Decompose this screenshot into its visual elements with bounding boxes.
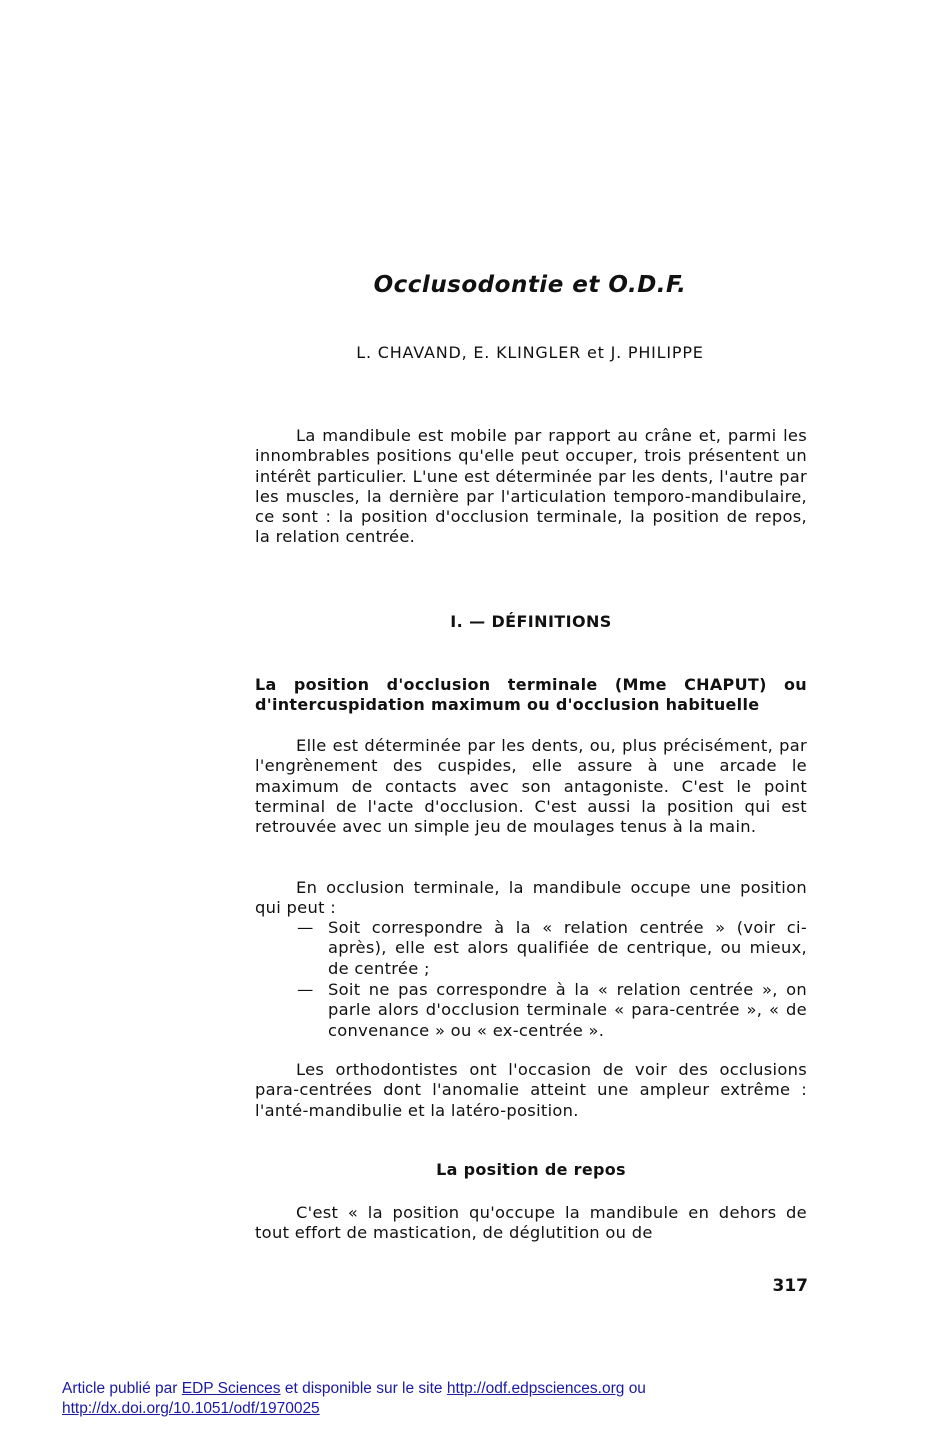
list-item <box>297 980 807 1041</box>
doi-link[interactable]: http://dx.doi.org/10.1051/odf/1970025 <box>62 1400 320 1417</box>
intro-text: La mandibule est mobile par rapport au crâne et, parmi les innombrables positions qu'elle peut occuper, trois présentent un intérêt particulier. L'une est déterminée par les dents, l'autre par les muscles, la dernière par l'articulation temporo-mandibulaire, ce sont : la position d'occlusion terminale, la position de repos, la relation centrée. <box>255 426 807 547</box>
body-paragraph <box>255 1060 807 1121</box>
subsection-heading: La position d'occlusion terminale (Mme CHAPUT) ou d'intercuspidation maximum ou d'occlusion habituelle <box>255 675 807 714</box>
publisher-footer <box>62 1379 862 1419</box>
intro-paragraph <box>255 426 807 548</box>
list-item <box>297 918 807 979</box>
body-paragraph <box>255 1203 807 1244</box>
footer-prefix: Article publié par <box>62 1380 178 1397</box>
article-authors: L. CHAVAND, E. KLINGLER et J. PHILIPPE <box>356 343 704 362</box>
body-paragraph <box>255 736 807 837</box>
subsection-heading: La position de repos <box>436 1160 626 1179</box>
list-item-text: Soit correspondre à la « relation centrée » (voir ci-après), elle est alors qualifiée de centrique, ou mieux, de centrée ; <box>328 918 807 978</box>
paragraph-text: En occlusion terminale, la mandibule occupe une position qui peut : <box>255 878 807 918</box>
publisher-link[interactable]: EDP Sciences <box>181 1380 281 1397</box>
paragraph-text: C'est « la position qu'occupe la mandibule en dehors de tout effort de mastication, de déglutition ou de <box>255 1203 807 1243</box>
article-title: Occlusodontie et O.D.F. <box>373 272 687 298</box>
page-number: 317 <box>772 1276 808 1296</box>
list-item-text: Soit ne pas correspondre à la « relation centrée », on parle alors d'occlusion terminale « para-centrée », « de convenance » ou « ex-centrée ». <box>328 980 807 1040</box>
footer-middle: et disponible sur le site <box>284 1380 443 1397</box>
paragraph-text: Les orthodontistes ont l'occasion de voir des occlusions para-centrées dont l'anomalie atteint une ampleur extrême : l'anté-mandibulie et la latéro-position. <box>255 1060 807 1120</box>
list-dash: — <box>297 980 314 999</box>
site-link[interactable]: http://odf.edpsciences.org <box>446 1380 625 1397</box>
body-paragraph <box>255 878 807 919</box>
list-dash: — <box>297 918 314 937</box>
section-heading: I. — DÉFINITIONS <box>450 612 612 631</box>
footer-suffix: ou <box>628 1380 646 1397</box>
paragraph-text: Elle est déterminée par les dents, ou, plus précisément, par l'engrènement des cuspides, elle assure à une arcade le maximum de contacts avec son antagoniste. C'est le point terminal de l'acte d'occlusion. C'est aussi la position qui est retrouvée avec un simple jeu de moulages tenus à la main. <box>255 736 807 837</box>
